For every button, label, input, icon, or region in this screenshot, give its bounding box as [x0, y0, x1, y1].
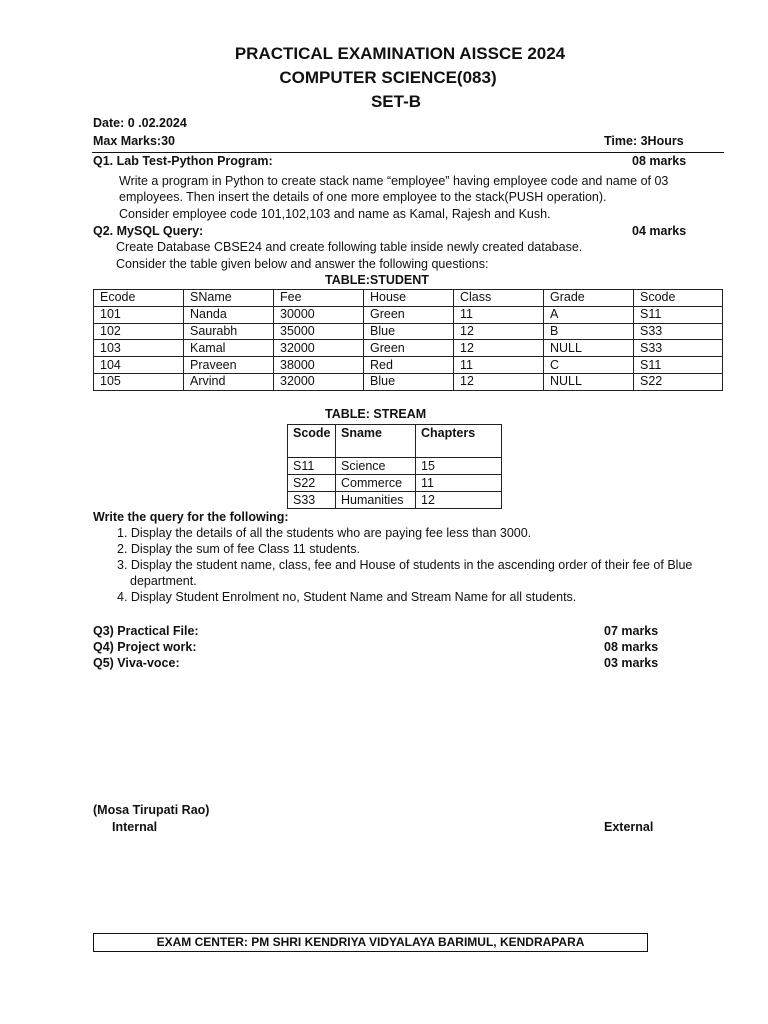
table-cell: 12: [454, 373, 544, 390]
table-cell: Nanda: [184, 306, 274, 323]
table-cell: Green: [364, 340, 454, 357]
q4-label: Q4) Project work:: [93, 640, 197, 654]
student-header-scode: Scode: [634, 290, 723, 307]
table-cell: 11: [454, 306, 544, 323]
table-cell: NULL: [544, 340, 634, 357]
stream-header-scode: Scode: [288, 425, 336, 458]
table-row: [94, 323, 723, 340]
q1-text-line-1: Write a program in Python to create stack name “employee” having employee code and name of 03: [119, 174, 669, 188]
list-item: 1. Display the details of all the students who are paying fee less than 3000.: [117, 526, 532, 540]
table-cell: Commerce: [336, 475, 416, 492]
table-row: [288, 492, 502, 509]
table-cell: S33: [288, 492, 336, 509]
q2-text-line-1: Create Database CBSE24 and create following table inside newly created database.: [116, 240, 583, 254]
student-table: [93, 289, 723, 391]
table-cell: S11: [634, 357, 723, 374]
table-cell: S11: [288, 458, 336, 475]
table-cell: 32000: [274, 373, 364, 390]
stream-header-chapters: Chapters: [416, 425, 502, 458]
table-cell: Blue: [364, 323, 454, 340]
table-cell: Green: [364, 306, 454, 323]
table-cell: Saurabh: [184, 323, 274, 340]
table-cell: 11: [416, 475, 502, 492]
table-cell: 30000: [274, 306, 364, 323]
q3-marks: 07 marks: [604, 624, 659, 638]
table-row: [288, 475, 502, 492]
table-cell: Humanities: [336, 492, 416, 509]
student-table-caption: TABLE:STUDENT: [325, 273, 429, 287]
table-cell: 101: [94, 306, 184, 323]
stream-table-caption: TABLE: STREAM: [325, 407, 427, 421]
exam-time: Time: 3Hours: [604, 134, 684, 148]
table-cell: B: [544, 323, 634, 340]
q5-marks: 03 marks: [604, 656, 659, 670]
q2-heading: Q2. MySQL Query:: [93, 224, 204, 238]
q4-marks: 08 marks: [604, 640, 659, 654]
table-cell: S22: [288, 475, 336, 492]
table-cell: Praveen: [184, 357, 274, 374]
table-cell: S11: [634, 306, 723, 323]
signature-name: (Mosa Tirupati Rao): [93, 803, 210, 817]
title-line-3: SET-B: [370, 92, 422, 111]
table-row: [94, 306, 723, 323]
table-cell: C: [544, 357, 634, 374]
list-item: 4. Display Student Enrolment no, Student Name and Stream Name for all students.: [117, 590, 577, 604]
table-cell: 15: [416, 458, 502, 475]
table-cell: 102: [94, 323, 184, 340]
table-cell: Red: [364, 357, 454, 374]
student-table-header-row: [94, 290, 723, 307]
exam-center-text: EXAM CENTER: PM SHRI KENDRIYA VIDYALAYA BARIMUL, KENDRAPARA: [156, 935, 585, 949]
student-header-house: House: [364, 290, 454, 307]
list-item: 3. Display the student name, class, fee and House of students in the ascending order of their fee of Blue: [117, 558, 693, 572]
exam-date: Date: 0 .02.2024: [93, 116, 187, 130]
table-cell: S33: [634, 340, 723, 357]
q3-label: Q3) Practical File:: [93, 624, 199, 638]
q2-marks: 04 marks: [632, 224, 687, 238]
q5-label: Q5) Viva-voce:: [93, 656, 180, 670]
table-cell: 12: [416, 492, 502, 509]
table-cell: 12: [454, 340, 544, 357]
q2-text-line-2: Consider the table given below and answer the following questions:: [116, 257, 489, 271]
table-cell: 32000: [274, 340, 364, 357]
stream-header-sname: Sname: [336, 425, 416, 458]
internal-examiner-label: Internal: [112, 820, 158, 834]
table-cell: 105: [94, 373, 184, 390]
table-cell: Blue: [364, 373, 454, 390]
table-row: [94, 373, 723, 390]
q1-text-line-3: Consider employee code 101,102,103 and name as Kamal, Rajesh and Kush.: [119, 207, 551, 221]
list-item: 2. Display the sum of fee Class 11 students.: [117, 542, 360, 556]
table-cell: 103: [94, 340, 184, 357]
table-cell: Kamal: [184, 340, 274, 357]
student-header-class: Class: [454, 290, 544, 307]
table-row: [94, 357, 723, 374]
table-cell: Science: [336, 458, 416, 475]
q1-text-line-2: employees. Then insert the details of one more employee to the stack(PUSH operation).: [119, 190, 607, 204]
stream-table: [287, 424, 502, 509]
table-row: [94, 340, 723, 357]
student-header-ecode: Ecode: [94, 290, 184, 307]
title-line-1: PRACTICAL EXAMINATION AISSCE 2024: [234, 44, 566, 63]
table-cell: Arvind: [184, 373, 274, 390]
header-rule: [92, 152, 724, 153]
student-header-fee: Fee: [274, 290, 364, 307]
table-cell: 104: [94, 357, 184, 374]
table-cell: 38000: [274, 357, 364, 374]
student-header-sname: SName: [184, 290, 274, 307]
max-marks: Max Marks:30: [93, 134, 175, 148]
table-row: [288, 458, 502, 475]
q1-heading: Q1. Lab Test-Python Program:: [93, 154, 273, 168]
table-cell: 35000: [274, 323, 364, 340]
list-item-continuation: department.: [130, 574, 197, 588]
table-cell: NULL: [544, 373, 634, 390]
exam-center-box: [93, 933, 648, 952]
title-line-2: COMPUTER SCIENCE(083): [279, 68, 497, 87]
external-examiner-label: External: [604, 820, 654, 834]
queries-heading: Write the query for the following:: [93, 510, 289, 524]
stream-table-header-row: [288, 425, 502, 458]
table-cell: A: [544, 306, 634, 323]
table-cell: S22: [634, 373, 723, 390]
q1-marks: 08 marks: [632, 154, 687, 168]
table-cell: S33: [634, 323, 723, 340]
table-cell: 11: [454, 357, 544, 374]
student-header-grade: Grade: [544, 290, 634, 307]
table-cell: 12: [454, 323, 544, 340]
